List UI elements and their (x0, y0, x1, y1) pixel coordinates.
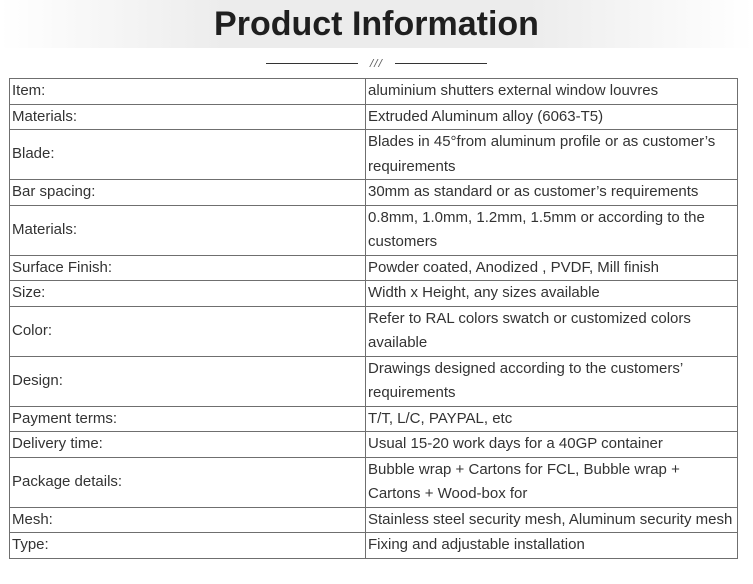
row-value: Powder coated, Anodized , PVDF, Mill finish (366, 255, 738, 281)
row-value: Usual 15-20 work days for a 40GP container (366, 432, 738, 458)
row-label: Package details: (10, 457, 366, 507)
row-value: Refer to RAL colors swatch or customized colors available (366, 306, 738, 356)
row-value: Bubble wrap + Cartons for FCL, Bubble wrap + Cartons + Wood-box for (366, 457, 738, 507)
row-value: Stainless steel security mesh, Aluminum security mesh (366, 507, 738, 533)
table-row (10, 281, 738, 307)
table-row (10, 130, 738, 180)
row-label: Item: (10, 79, 366, 105)
table-row (10, 79, 738, 105)
table-row (10, 406, 738, 432)
table-row (10, 432, 738, 458)
row-label: Bar spacing: (10, 180, 366, 206)
row-value: T/T, L/C, PAYPAL, etc (366, 406, 738, 432)
table-row (10, 457, 738, 507)
title-divider (0, 56, 753, 70)
row-value: Width x Height, any sizes available (366, 281, 738, 307)
table-row (10, 533, 738, 559)
divider-line-left (266, 63, 358, 64)
row-label: Blade: (10, 130, 366, 180)
row-value: Drawings designed according to the customers’ requirements (366, 356, 738, 406)
table-row (10, 507, 738, 533)
row-label: Color: (10, 306, 366, 356)
row-label: Delivery time: (10, 432, 366, 458)
table-row (10, 104, 738, 130)
row-label: Type: (10, 533, 366, 559)
row-label: Design: (10, 356, 366, 406)
table-row (10, 205, 738, 255)
row-label: Payment terms: (10, 406, 366, 432)
product-spec-table (9, 78, 738, 559)
row-value: 0.8mm, 1.0mm, 1.2mm, 1.5mm or according to the customers (366, 205, 738, 255)
row-value: Blades in 45°from aluminum profile or as customer’s requirements (366, 130, 738, 180)
row-value: Extruded Aluminum alloy (6063-T5) (366, 104, 738, 130)
page-title: Product Information (214, 5, 539, 43)
divider-mark: /// (369, 57, 384, 69)
row-label: Size: (10, 281, 366, 307)
table-row (10, 255, 738, 281)
table-row (10, 306, 738, 356)
row-value: aluminium shutters external window louvres (366, 79, 738, 105)
row-label: Materials: (10, 205, 366, 255)
table-row (10, 356, 738, 406)
divider-line-right (395, 63, 487, 64)
table-row (10, 180, 738, 206)
row-label: Mesh: (10, 507, 366, 533)
row-value: Fixing and adjustable installation (366, 533, 738, 559)
row-label: Materials: (10, 104, 366, 130)
row-label: Surface Finish: (10, 255, 366, 281)
row-value: 30mm as standard or as customer’s requirements (366, 180, 738, 206)
